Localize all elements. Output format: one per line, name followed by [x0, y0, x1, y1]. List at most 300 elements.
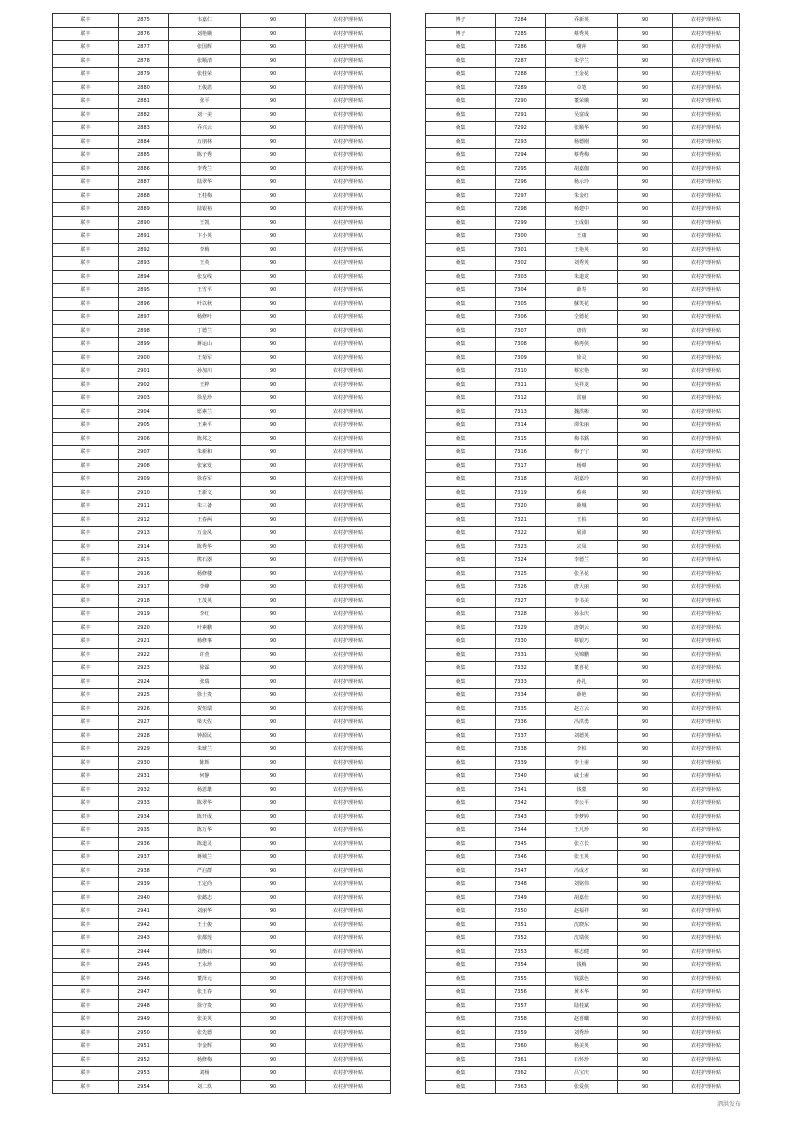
- subsidy-type-cell: 农村护理补贴: [306, 405, 391, 419]
- serial-number-cell: 7318: [496, 473, 546, 487]
- table-row: [426, 68, 740, 82]
- amount-cell: 90: [618, 378, 673, 392]
- amount-cell: 90: [618, 999, 673, 1013]
- amount-cell: 90: [618, 743, 673, 757]
- amount-cell: 90: [241, 135, 306, 149]
- amount-cell: 90: [618, 716, 673, 730]
- name-cell: 张立长: [546, 837, 618, 851]
- subsidy-type-cell: 农村护理补贴: [306, 743, 391, 757]
- name-cell: 徐霖: [169, 662, 241, 676]
- town-cell: 联丰: [53, 527, 119, 541]
- subsidy-type-cell: 农村护理补贴: [306, 1026, 391, 1040]
- amount-cell: 90: [241, 675, 306, 689]
- serial-number-cell: 7361: [496, 1053, 546, 1067]
- amount-cell: 90: [618, 1026, 673, 1040]
- table-row: [426, 419, 740, 433]
- town-cell: 桑集: [426, 351, 496, 365]
- subsidy-type-cell: 农村护理补贴: [673, 581, 740, 595]
- table-row: [426, 257, 740, 271]
- town-cell: 联丰: [53, 270, 119, 284]
- table-row: [426, 851, 740, 865]
- serial-number-cell: 7363: [496, 1080, 546, 1094]
- town-cell: 桑集: [426, 1080, 496, 1094]
- serial-number-cell: 7317: [496, 459, 546, 473]
- name-cell: 陈邦之: [169, 432, 241, 446]
- town-cell: 联丰: [53, 1026, 119, 1040]
- serial-number-cell: 2935: [119, 824, 169, 838]
- serial-number-cell: 2880: [119, 81, 169, 95]
- subsidy-type-cell: 农村护理补贴: [306, 1067, 391, 1081]
- town-cell: 桑集: [426, 729, 496, 743]
- amount-cell: 90: [241, 216, 306, 230]
- subsidy-type-cell: 农村护理补贴: [673, 621, 740, 635]
- table-row: [53, 419, 391, 433]
- serial-number-cell: 2911: [119, 500, 169, 514]
- subsidy-type-cell: 农村护理补贴: [673, 797, 740, 811]
- amount-cell: 90: [241, 797, 306, 811]
- town-cell: 桑集: [426, 513, 496, 527]
- table-row: [53, 810, 391, 824]
- town-cell: 联丰: [53, 311, 119, 325]
- town-cell: 桑集: [426, 1067, 496, 1081]
- name-cell: 魏洪彬: [546, 405, 618, 419]
- amount-cell: 90: [241, 486, 306, 500]
- subsidy-type-cell: 农村护理补贴: [673, 378, 740, 392]
- subsidy-type-cell: 农村护理补贴: [306, 905, 391, 919]
- serial-number-cell: 7338: [496, 743, 546, 757]
- town-cell: 桑集: [426, 311, 496, 325]
- subsidy-type-cell: 农村护理补贴: [306, 567, 391, 581]
- subsidy-type-cell: 农村护理补贴: [306, 1013, 391, 1027]
- town-cell: 联丰: [53, 500, 119, 514]
- name-cell: 杨修事: [169, 635, 241, 649]
- table-row: [53, 972, 391, 986]
- serial-number-cell: 7326: [496, 581, 546, 595]
- subsidy-type-cell: 农村护理补贴: [673, 662, 740, 676]
- table-row: [426, 500, 740, 514]
- serial-number-cell: 7342: [496, 797, 546, 811]
- serial-number-cell: 2927: [119, 716, 169, 730]
- name-cell: 丁德兰: [169, 324, 241, 338]
- name-cell: 雷丽: [546, 392, 618, 406]
- name-cell: 张懿志: [169, 891, 241, 905]
- subsidy-type-cell: 农村护理补贴: [306, 608, 391, 622]
- subsidy-type-cell: 农村护理补贴: [673, 392, 740, 406]
- amount-cell: 90: [618, 216, 673, 230]
- name-cell: 曙萍: [546, 41, 618, 55]
- name-cell: 董泽元: [169, 972, 241, 986]
- name-cell: 刘丽华: [169, 905, 241, 919]
- amount-cell: 90: [618, 203, 673, 217]
- name-cell: 赵立云: [546, 702, 618, 716]
- name-cell: 蔡志健: [546, 945, 618, 959]
- name-cell: 王素平: [169, 419, 241, 433]
- amount-cell: 90: [618, 1013, 673, 1027]
- table-row: [53, 945, 391, 959]
- name-cell: 朱学兰: [546, 54, 618, 68]
- amount-cell: 90: [618, 905, 673, 919]
- name-cell: 王菊军: [169, 351, 241, 365]
- serial-number-cell: 2948: [119, 999, 169, 1013]
- subsidy-type-cell: 农村护理补贴: [673, 729, 740, 743]
- subsidy-type-cell: 农村护理补贴: [673, 918, 740, 932]
- subsidy-type-cell: 农村护理补贴: [306, 189, 391, 203]
- name-cell: 贺恒瑞: [169, 702, 241, 716]
- name-cell: 王粹: [169, 378, 241, 392]
- serial-number-cell: 2919: [119, 608, 169, 622]
- table-row: [426, 716, 740, 730]
- town-cell: 联丰: [53, 149, 119, 163]
- name-cell: 吴锦鹏: [546, 648, 618, 662]
- table-row: [426, 189, 740, 203]
- table-row: [426, 203, 740, 217]
- amount-cell: 90: [618, 756, 673, 770]
- serial-number-cell: 7351: [496, 918, 546, 932]
- serial-number-cell: 7291: [496, 108, 546, 122]
- name-cell: 张友线: [169, 270, 241, 284]
- subsidy-type-cell: 农村护理补贴: [306, 162, 391, 176]
- amount-cell: 90: [618, 41, 673, 55]
- serial-number-cell: 7303: [496, 270, 546, 284]
- serial-number-cell: 7309: [496, 351, 546, 365]
- amount-cell: 90: [241, 459, 306, 473]
- amount-cell: 90: [241, 243, 306, 257]
- amount-cell: 90: [618, 108, 673, 122]
- subsidy-type-cell: 农村护理补贴: [673, 27, 740, 41]
- amount-cell: 90: [618, 527, 673, 541]
- serial-number-cell: 2892: [119, 243, 169, 257]
- name-cell: 李公平: [546, 797, 618, 811]
- town-cell: 联丰: [53, 797, 119, 811]
- table-row: [426, 972, 740, 986]
- town-cell: 桑集: [426, 594, 496, 608]
- table-row: [426, 675, 740, 689]
- serial-number-cell: 2881: [119, 95, 169, 109]
- name-cell: 王金花: [546, 68, 618, 82]
- serial-number-cell: 7341: [496, 783, 546, 797]
- subsidy-type-cell: 农村护理补贴: [306, 486, 391, 500]
- town-cell: 联丰: [53, 1080, 119, 1094]
- table-row: [53, 986, 391, 1000]
- town-cell: 桑集: [426, 783, 496, 797]
- amount-cell: 90: [241, 1080, 306, 1094]
- amount-cell: 90: [618, 162, 673, 176]
- table-row: [53, 473, 391, 487]
- town-cell: 联丰: [53, 351, 119, 365]
- subsidy-type-cell: 农村护理补贴: [673, 284, 740, 298]
- town-cell: 联丰: [53, 446, 119, 460]
- serial-number-cell: 2949: [119, 1013, 169, 1027]
- name-cell: 李金辉: [169, 1040, 241, 1054]
- table-row: [426, 635, 740, 649]
- town-cell: 桑集: [426, 365, 496, 379]
- name-cell: 乔兴云: [169, 122, 241, 136]
- serial-number-cell: 2946: [119, 972, 169, 986]
- subsidy-type-cell: 农村护理补贴: [306, 27, 391, 41]
- table-row: [426, 824, 740, 838]
- serial-number-cell: 7285: [496, 27, 546, 41]
- amount-cell: 90: [241, 27, 306, 41]
- table-row: [53, 324, 391, 338]
- table-row: [426, 1026, 740, 1040]
- name-cell: 朱琥兰: [169, 743, 241, 757]
- table-row: [53, 108, 391, 122]
- amount-cell: 90: [241, 338, 306, 352]
- town-cell: 联丰: [53, 1053, 119, 1067]
- amount-cell: 90: [241, 702, 306, 716]
- town-cell: 桑集: [426, 54, 496, 68]
- town-cell: 联丰: [53, 486, 119, 500]
- serial-number-cell: 2884: [119, 135, 169, 149]
- subsidy-type-cell: 农村护理补贴: [306, 68, 391, 82]
- subsidy-type-cell: 农村护理补贴: [306, 986, 391, 1000]
- serial-number-cell: 7320: [496, 500, 546, 514]
- table-row: [426, 945, 740, 959]
- subsidy-type-cell: 农村护理补贴: [306, 702, 391, 716]
- serial-number-cell: 7335: [496, 702, 546, 716]
- town-cell: 桑集: [426, 810, 496, 824]
- town-cell: 桑集: [426, 918, 496, 932]
- table-row: [426, 581, 740, 595]
- subsidy-type-cell: 农村护理补贴: [306, 918, 391, 932]
- name-cell: 王永珍: [169, 959, 241, 973]
- subsidy-type-cell: 农村护理补贴: [673, 405, 740, 419]
- serial-number-cell: 2875: [119, 14, 169, 28]
- subsidy-type-cell: 农村护理补贴: [306, 473, 391, 487]
- subsidy-type-cell: 农村护理补贴: [306, 716, 391, 730]
- subsidy-type-cell: 农村护理补贴: [673, 95, 740, 109]
- subsidy-type-cell: 农村护理补贴: [673, 783, 740, 797]
- table-row: [426, 27, 740, 41]
- table-row: [53, 716, 391, 730]
- name-cell: 叶以秋: [169, 297, 241, 311]
- town-cell: 联丰: [53, 999, 119, 1013]
- amount-cell: 90: [241, 432, 306, 446]
- amount-cell: 90: [618, 284, 673, 298]
- subsidy-type-cell: 农村护理补贴: [306, 284, 391, 298]
- subsidy-type-cell: 农村护理补贴: [306, 945, 391, 959]
- serial-number-cell: 7299: [496, 216, 546, 230]
- name-cell: 李秀兰: [169, 162, 241, 176]
- amount-cell: 90: [241, 999, 306, 1013]
- town-cell: 联丰: [53, 216, 119, 230]
- table-row: [426, 365, 740, 379]
- table-row: [426, 81, 740, 95]
- serial-number-cell: 7319: [496, 486, 546, 500]
- subsidy-type-cell: 农村护理补贴: [306, 351, 391, 365]
- town-cell: 联丰: [53, 608, 119, 622]
- table-row: [53, 135, 391, 149]
- subsidy-type-cell: 农村护理补贴: [673, 1013, 740, 1027]
- name-cell: 吕宝庆: [546, 1067, 618, 1081]
- amount-cell: 90: [618, 581, 673, 595]
- table-row: [426, 338, 740, 352]
- town-cell: 联丰: [53, 905, 119, 919]
- serial-number-cell: 2882: [119, 108, 169, 122]
- subsidy-type-cell: 农村护理补贴: [306, 594, 391, 608]
- name-cell: 张玉春: [169, 986, 241, 1000]
- town-cell: 联丰: [53, 959, 119, 973]
- amount-cell: 90: [618, 486, 673, 500]
- serial-number-cell: 7345: [496, 837, 546, 851]
- town-cell: 桑集: [426, 1013, 496, 1027]
- table-row: [53, 932, 391, 946]
- amount-cell: 90: [618, 405, 673, 419]
- subsidy-type-cell: 农村护理补贴: [306, 135, 391, 149]
- table-row: [426, 297, 740, 311]
- name-cell: 梁天佐: [169, 716, 241, 730]
- name-cell: 徐灵: [546, 351, 618, 365]
- town-cell: 桑集: [426, 797, 496, 811]
- town-cell: 联丰: [53, 432, 119, 446]
- town-cell: 联丰: [53, 648, 119, 662]
- serial-number-cell: 7354: [496, 959, 546, 973]
- amount-cell: 90: [618, 459, 673, 473]
- name-cell: 沈晓东: [546, 918, 618, 932]
- amount-cell: 90: [618, 797, 673, 811]
- name-cell: 王成娟: [546, 216, 618, 230]
- serial-number-cell: 7310: [496, 365, 546, 379]
- subsidy-type-cell: 农村护理补贴: [673, 1040, 740, 1054]
- serial-number-cell: 2936: [119, 837, 169, 851]
- amount-cell: 90: [241, 918, 306, 932]
- subsidy-type-cell: 农村护理补贴: [306, 999, 391, 1013]
- serial-number-cell: 2950: [119, 1026, 169, 1040]
- town-cell: 联丰: [53, 203, 119, 217]
- subsidy-type-cell: 农村护理补贴: [673, 149, 740, 163]
- town-cell: 桑集: [426, 662, 496, 676]
- subsidy-type-cell: 农村护理补贴: [306, 1053, 391, 1067]
- name-cell: 刘艳娥: [169, 27, 241, 41]
- table-row: [426, 149, 740, 163]
- serial-number-cell: 2952: [119, 1053, 169, 1067]
- serial-number-cell: 7286: [496, 41, 546, 55]
- table-row: [53, 1040, 391, 1054]
- serial-number-cell: 2934: [119, 810, 169, 824]
- town-cell: 桑集: [426, 878, 496, 892]
- table-row: [426, 378, 740, 392]
- table-row: [53, 878, 391, 892]
- subsidy-type-cell: 农村护理补贴: [673, 473, 740, 487]
- town-cell: 桑集: [426, 284, 496, 298]
- serial-number-cell: 2945: [119, 959, 169, 973]
- serial-number-cell: 2933: [119, 797, 169, 811]
- subsidy-type-cell: 农村护理补贴: [673, 567, 740, 581]
- subsidy-type-cell: 农村护理补贴: [673, 176, 740, 190]
- name-cell: 蔡秀梅: [546, 149, 618, 163]
- name-cell: 张爱侠: [546, 1080, 618, 1094]
- town-cell: 联丰: [53, 594, 119, 608]
- amount-cell: 90: [241, 405, 306, 419]
- name-cell: 杨修梅: [169, 1053, 241, 1067]
- town-cell: 联丰: [53, 122, 119, 136]
- subsidy-type-cell: 农村护理补贴: [306, 324, 391, 338]
- serial-number-cell: 7312: [496, 392, 546, 406]
- serial-number-cell: 2879: [119, 68, 169, 82]
- serial-number-cell: 2921: [119, 635, 169, 649]
- subsidy-type-cell: 农村护理补贴: [673, 68, 740, 82]
- subsidy-type-cell: 农村护理补贴: [306, 540, 391, 554]
- serial-number-cell: 7359: [496, 1026, 546, 1040]
- amount-cell: 90: [618, 689, 673, 703]
- amount-cell: 90: [618, 810, 673, 824]
- name-cell: 王茂英: [169, 594, 241, 608]
- serial-number-cell: 2912: [119, 513, 169, 527]
- amount-cell: 90: [618, 135, 673, 149]
- town-cell: 桑集: [426, 891, 496, 905]
- town-cell: 桑集: [426, 270, 496, 284]
- amount-cell: 90: [241, 473, 306, 487]
- table-row: [53, 216, 391, 230]
- table-row: [53, 540, 391, 554]
- left-subsidy-table: [52, 13, 391, 1094]
- subsidy-type-cell: 农村护理补贴: [306, 257, 391, 271]
- serial-number-cell: 2903: [119, 392, 169, 406]
- table-row: [426, 797, 740, 811]
- amount-cell: 90: [241, 756, 306, 770]
- serial-number-cell: 2916: [119, 567, 169, 581]
- name-cell: 石怀珍: [546, 1053, 618, 1067]
- town-cell: 联丰: [53, 770, 119, 784]
- subsidy-type-cell: 农村护理补贴: [673, 419, 740, 433]
- table-row: [53, 351, 391, 365]
- table-row: [53, 864, 391, 878]
- table-row: [53, 54, 391, 68]
- amount-cell: 90: [241, 1053, 306, 1067]
- table-row: [53, 783, 391, 797]
- serial-number-cell: 7298: [496, 203, 546, 217]
- subsidy-type-cell: 农村护理补贴: [673, 905, 740, 919]
- name-cell: 胡嘉伽: [546, 162, 618, 176]
- amount-cell: 90: [618, 851, 673, 865]
- amount-cell: 90: [241, 770, 306, 784]
- town-cell: 桑集: [426, 972, 496, 986]
- serial-number-cell: 2926: [119, 702, 169, 716]
- town-cell: 联丰: [53, 473, 119, 487]
- table-row: [426, 351, 740, 365]
- town-cell: 联丰: [53, 297, 119, 311]
- name-cell: 梅子宁: [546, 446, 618, 460]
- name-cell: 张都莲: [169, 932, 241, 946]
- subsidy-type-cell: 农村护理补贴: [673, 486, 740, 500]
- town-cell: 联丰: [53, 972, 119, 986]
- amount-cell: 90: [618, 554, 673, 568]
- table-row: [426, 729, 740, 743]
- table-row: [53, 378, 391, 392]
- amount-cell: 90: [241, 203, 306, 217]
- serial-number-cell: 2905: [119, 419, 169, 433]
- table-row: [53, 41, 391, 55]
- subsidy-type-cell: 农村护理补贴: [306, 108, 391, 122]
- amount-cell: 90: [241, 1013, 306, 1027]
- amount-cell: 90: [618, 932, 673, 946]
- serial-number-cell: 7349: [496, 891, 546, 905]
- table-row: [53, 446, 391, 460]
- amount-cell: 90: [618, 513, 673, 527]
- subsidy-type-cell: 农村护理补贴: [306, 797, 391, 811]
- amount-cell: 90: [241, 392, 306, 406]
- serial-number-cell: 2942: [119, 918, 169, 932]
- amount-cell: 90: [618, 675, 673, 689]
- town-cell: 博子: [426, 14, 496, 28]
- name-cell: 杨恩雄: [169, 783, 241, 797]
- subsidy-type-cell: 农村护理补贴: [306, 230, 391, 244]
- table-row: [426, 122, 740, 136]
- name-cell: 蔡宏艳: [546, 365, 618, 379]
- town-cell: 桑集: [426, 297, 496, 311]
- serial-number-cell: 7334: [496, 689, 546, 703]
- serial-number-cell: 2907: [119, 446, 169, 460]
